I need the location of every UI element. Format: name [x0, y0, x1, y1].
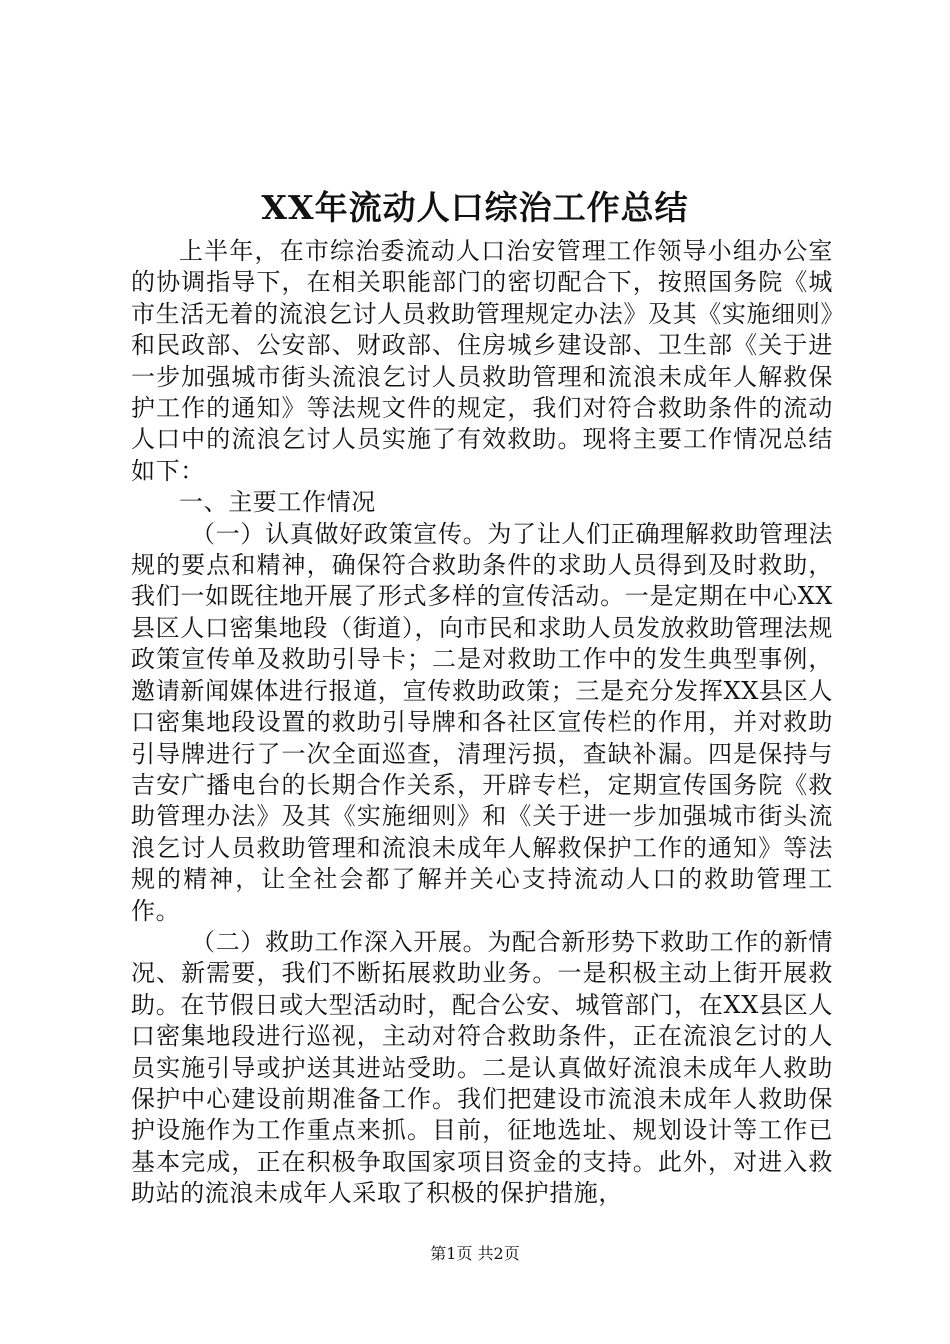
page-footer: 第1页 共2页	[430, 1244, 520, 1263]
document-body	[131, 236, 833, 1210]
section-heading: 一、主要工作情况	[179, 488, 376, 517]
section-2-paragraph: （二）救助工作深入开展。为配合新形势下救助工作的新情况、新需要，我们不断拓展救助业务。一是积极主动上街开展救助。在节假日或大型活动时，配合公安、城管部门，在XX县区人口密集地段进行巡视，主动对符合救助条件，正在流浪乞讨的人员实施引导或护送其进站受助。二是认真做好流浪未成年人救助保护中心建设前期准备工作。我们把建设市流浪未成年人救助保护设施作为工作重点来抓。目前，征地选址、规划设计等工作已基本完成，正在积极争取国家项目资金的支持。此外，对进入救助站的流浪未成年人采取了积极的保护措施，	[131, 927, 833, 1208]
intro-paragraph: 上半年，在市综治委流动人口治安管理工作领导小组办公室的协调指导下，在相关职能部门的密切配合下，按照国务院《城市生活无着的流浪乞讨人员救助管理规定办法》及其《实施细则》和民政部、公安部、财政部、住房城乡建设部、卫生部《关于进一步加强城市街头流浪乞讨人员救助管理和流浪未成年人解救保护工作的通知》等法规文件的规定，我们对符合救助条件的流动人口中的流浪乞讨人员实施了有效救助。现将主要工作情况总结如下：	[131, 237, 833, 485]
section-1-paragraph: （一）认真做好政策宣传。为了让人们正确理解救助管理法规的要点和精神，确保符合救助条件的求助人员得到及时救助，我们一如既往地开展了形式多样的宣传活动。一是定期在中心XX县区人口密集地段（街道），向市民和求助人员发放救助管理法规政策宣传单及救助引导卡；二是对救助工作中的发生典型事例，邀请新闻媒体进行报道，宣传救助政策；三是充分发挥XX县区人口密集地段设置的救助引导牌和各社区宣传栏的作用，并对救助引导牌进行了一次全面巡查，清理污损，查缺补漏。四是保持与吉安广播电台的长期合作关系，开辟专栏，定期宣传国务院《救助管理办法》及其《实施细则》和《关于进一步加强城市街头流浪乞讨人员救助管理和流浪未成年人解救保护工作的通知》等法规的精神，让全社会都了解并关心支持流动人口的救助管理工作。	[131, 519, 833, 925]
document-title: XX年流动人口综治工作总结	[261, 188, 689, 227]
